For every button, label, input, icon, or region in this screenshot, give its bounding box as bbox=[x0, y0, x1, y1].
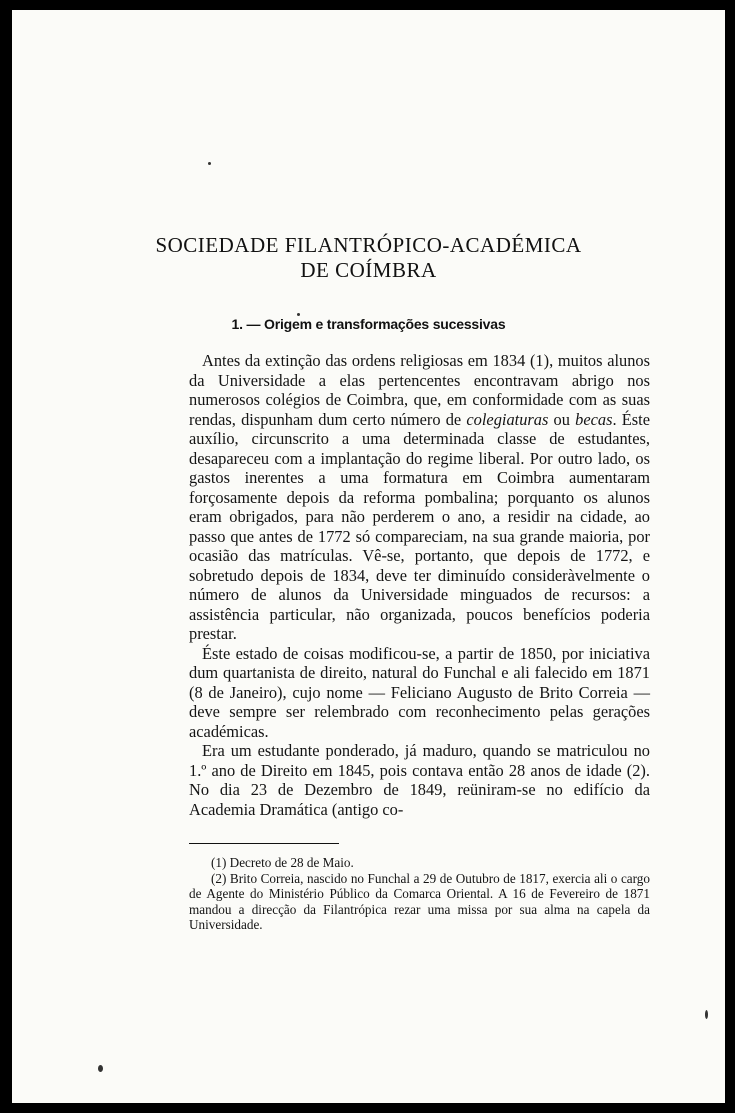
paper-speck bbox=[208, 162, 211, 165]
italic-term: becas bbox=[575, 409, 613, 429]
page-title bbox=[12, 233, 725, 283]
paper-speck bbox=[705, 1010, 708, 1019]
document-page bbox=[12, 10, 725, 1103]
body-text bbox=[189, 351, 650, 819]
paragraph-3: Era um estudante ponderado, já maduro, quando se matriculou no 1.º ano de Direito em 1845, pois contava então 28 anos de idade (2). No dia 23 de Dezembro de 1849, reüniram-se no edifício da Academia Dramática (antigo co- bbox=[189, 741, 650, 819]
footnote-1: (1) Decreto de 28 de Maio. bbox=[211, 855, 354, 870]
section-heading: 1. — Origem e transformações sucessivas bbox=[231, 316, 506, 332]
paper-speck bbox=[98, 1065, 103, 1072]
footnote-divider bbox=[189, 843, 339, 844]
italic-term: colegiaturas bbox=[466, 409, 549, 429]
paragraph-1: Antes da extinção das ordens religiosas em 1834 (1), muitos alunos da Universidade a elas pertencentes encontravam abrigo nos numerosos colégios de Coimbra, que, em conformidade com as suas rendas, dispunham dum certo número de colegiaturas ou becas. Éste auxílio, circunscrito a uma determinada classe de estudantes, desapareceu com a implantação do regime liberal. Por outro lado, os gastos inerentes a uma formatura em Coimbra aumentaram forçosamente depois da reforma pombalina; porquanto os alunos eram obrigados, para não perderem o ano, a residir na cidade, ao passo que antes de 1772 só compareciam, na sua grande maioria, por ocasião das matrículas. Vê-se, portanto, que depois de 1772, e sobretudo depois de 1834, deve ter diminuído consideràvelmente o número de alunos da Universidade minguados de recursos: a assistência particular, não organizada, poucos benefícios poderia prestar. bbox=[189, 351, 650, 643]
paper-speck bbox=[297, 313, 300, 316]
footnote-2: (2) Brito Correia, nascido no Funchal a 29 de Outubro de 1817, exercia ali o cargo de Agente do Ministério Público da Comarca Oriental. A 16 de Fevereiro de 1871 mandou a direcção da Filantrópica rezar uma missa por sua alma na capela da Universidade. bbox=[189, 870, 650, 932]
footnotes bbox=[189, 855, 650, 933]
paragraph-2: Éste estado de coisas modificou-se, a partir de 1850, por iniciativa dum quartanista de direito, natural do Funchal e ali falecido em 1871 (8 de Janeiro), cujo nome — Feliciano Augusto de Brito Correia — deve sempre ser relembrado com reconhecimento pelas gerações académicas. bbox=[189, 643, 650, 741]
title-line-2: DE COÍMBRA bbox=[300, 258, 437, 282]
title-line-1: SOCIEDADE FILANTRÓPICO-ACADÉMICA bbox=[155, 233, 582, 257]
